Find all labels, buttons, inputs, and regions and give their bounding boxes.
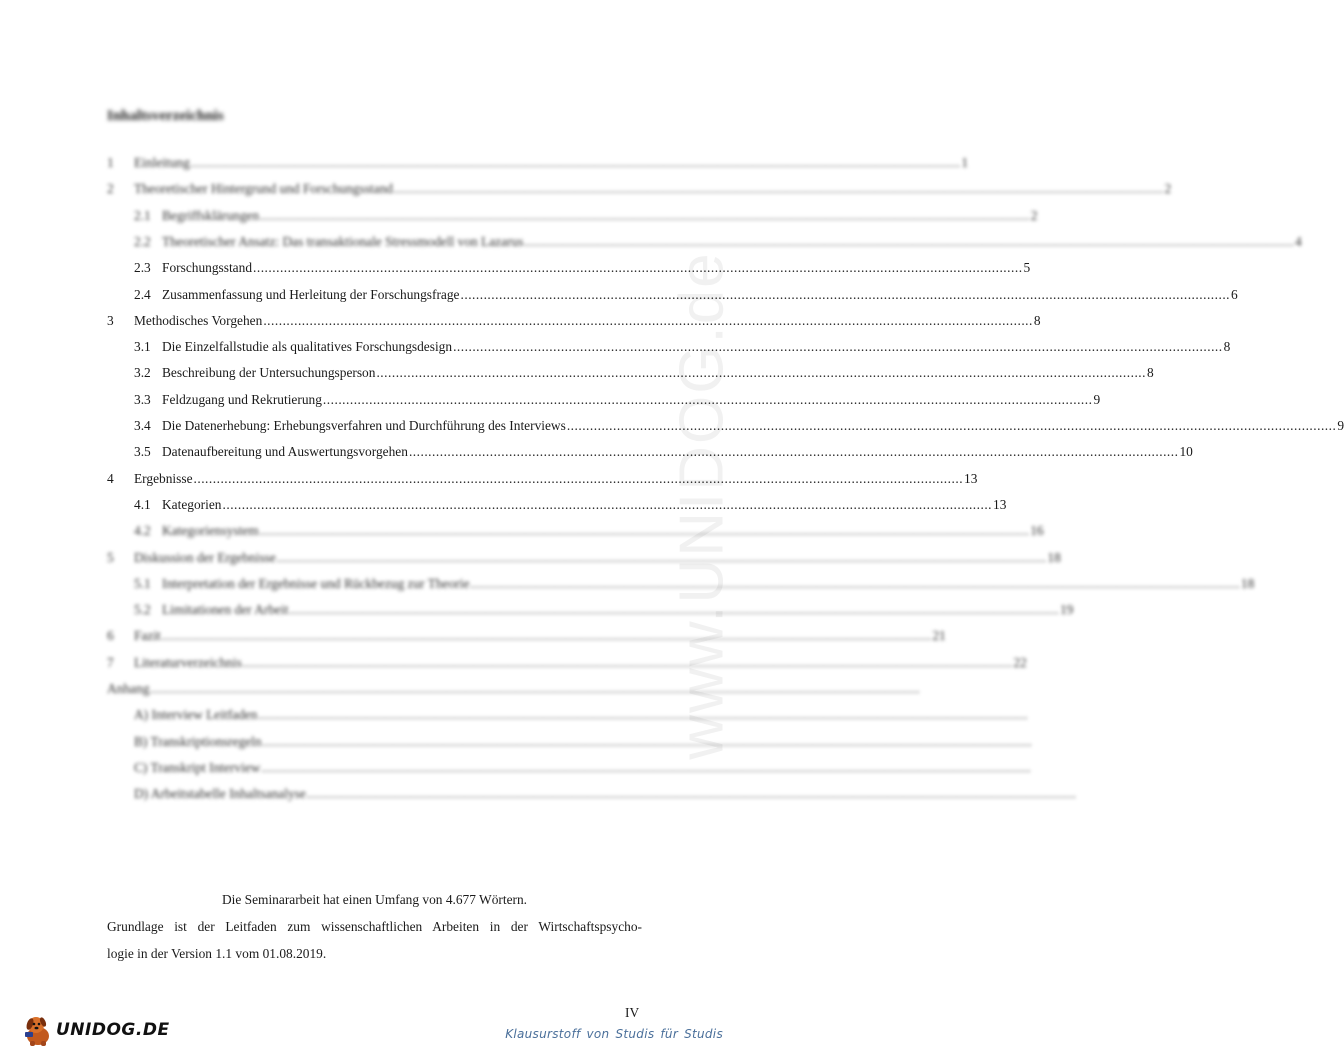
toc-leader-dots: ........................................................................................................................................................................................................: [376, 365, 1146, 381]
toc-leader-dots: ........................................................................................................................................................................................................: [262, 733, 1033, 749]
toc-entry[interactable]: [107, 257, 1031, 279]
toc-entry-label: A) Interview Leitfaden: [134, 707, 258, 723]
toc-entry-label: Interpretation der Ergebnisse und Rückbezug zur Theorie: [162, 575, 470, 591]
toc-leader-dots: ........................................................................................................................................................................................................: [524, 233, 1294, 249]
toc-entry-label: Die Einzelfallstudie als qualitatives Forschungsdesign: [162, 339, 453, 355]
toc-leader-dots: ........................................................................................................................................................................................................: [150, 681, 920, 696]
toc-entry-label: Diskussion der Ergebnisse: [134, 549, 276, 565]
toc-entry-page: 13: [964, 470, 978, 486]
toc-entry-label: Einleitung: [134, 155, 190, 170]
guideline-line-1: Grundlage ist der Leitfaden zum wissenschaftlichen Arbeiten in der Wirtschaftspsycho-: [107, 919, 642, 934]
toc-entry-page: 22: [1013, 654, 1027, 670]
toc-entry[interactable]: [107, 599, 1074, 621]
toc-entry-number: 3.3: [134, 391, 151, 407]
toc-entry-label: Anhang: [107, 681, 150, 696]
toc-entry-label: Literaturverzeichnis: [134, 654, 242, 670]
guideline-line-2: logie in der Version 1.1 vom 01.08.2019.: [107, 946, 327, 961]
toc-entry[interactable]: [107, 547, 1061, 569]
toc-leader-dots: ........................................................................................................................................................................................................: [322, 391, 1093, 407]
toc-entry-number: 3.4: [134, 418, 151, 433]
toc-entry-number: 2.4: [134, 286, 151, 302]
toc-entry-number: 4: [107, 470, 114, 486]
toc-entry-label: Datenaufbereitung und Auswertungsvorgehen: [162, 444, 408, 460]
tagline-word: Klausurstoff: [505, 1027, 581, 1041]
toc-entry[interactable]: [107, 757, 1031, 779]
toc-leader-dots: ........................................................................................................................................................................................................: [566, 418, 1337, 433]
toc-leader-dots: ........................................................................................................................................................................................................: [193, 470, 964, 486]
toc-entry[interactable]: [107, 704, 1028, 726]
toc-entry-number: 3: [107, 312, 114, 328]
toc-entry-page: 2: [1164, 181, 1172, 197]
tagline-word: Studis: [615, 1027, 655, 1041]
toc-entry-page: 9: [1337, 418, 1344, 433]
logo-text: UNIDOG.DE: [56, 1020, 170, 1040]
toc-leader-dots: ........................................................................................................................................................................................................: [289, 602, 1059, 618]
toc-entry-number: 4.1: [134, 496, 151, 512]
toc-entry-number: 7: [107, 654, 114, 670]
toc-entry-label: Limitationen der Arbeit: [162, 602, 289, 618]
toc-leader-dots: ........................................................................................................................................................................................................: [470, 575, 1240, 591]
toc-entry-number: 6: [107, 628, 114, 644]
toc-entry-number: 5: [107, 549, 114, 565]
toc-entry-label: D) Arbeitstabelle Inhaltsanalyse: [134, 786, 306, 802]
toc-entry[interactable]: [107, 731, 1033, 753]
toc-entry-label: Ergebnisse: [134, 470, 193, 486]
toc-entry-label: B) Transkriptionsregeln: [134, 733, 262, 749]
toc-entry[interactable]: [107, 284, 1238, 306]
toc-entry-page: 8: [1223, 339, 1231, 355]
toc-entry-page: 2: [1030, 207, 1038, 223]
toc-entry-label: Die Datenerhebung: Erhebungsverfahren und Durchführung des Interviews: [162, 418, 566, 433]
toc-entry-page: 16: [1030, 523, 1044, 539]
toc-leader-dots: ........................................................................................................................................................................................................: [460, 286, 1231, 302]
toc-leader-dots: ........................................................................................................................................................................................................: [190, 155, 961, 170]
toc-entry[interactable]: [107, 389, 1101, 411]
footer-tagline: [502, 1027, 726, 1041]
unidog-logo[interactable]: [22, 1012, 170, 1048]
toc-entry-page: 21: [932, 628, 946, 644]
tagline-word: von: [586, 1027, 610, 1041]
toc-leader-dots: ........................................................................................................................................................................................................: [242, 654, 1013, 670]
toc-entry-number: 3.2: [134, 365, 151, 381]
toc-entry[interactable]: [107, 494, 1007, 516]
toc-entry[interactable]: [107, 415, 1344, 437]
toc-entry-number: 2.1: [134, 207, 151, 223]
toc-entry[interactable]: [107, 152, 969, 174]
toc-entry[interactable]: [107, 625, 946, 647]
toc-entry[interactable]: [107, 652, 1027, 674]
toc-entry-label: Kategoriensystem: [162, 523, 259, 539]
toc-entry-page: 19: [1059, 602, 1074, 618]
toc-leader-dots: ........................................................................................................................................................................................................: [259, 523, 1030, 539]
tagline-word: Studis: [684, 1027, 723, 1041]
toc-entry-number: 2.2: [134, 233, 151, 249]
toc-entry-label: Kategorien: [162, 496, 222, 512]
toc-entry[interactable]: [107, 573, 1255, 595]
toc-leader-dots: ........................................................................................................................................................................................................: [263, 312, 1033, 328]
toc-entry-label: Theoretischer Hintergrund und Forschungsstand: [134, 181, 393, 197]
toc-entry-label: Methodisches Vorgehen: [134, 312, 263, 328]
toc-entry-page: 6: [1231, 286, 1238, 302]
toc-entry-number: 4.2: [134, 523, 151, 539]
toc-entry-page: 8: [1146, 365, 1154, 381]
toc-entry[interactable]: [107, 520, 1044, 542]
toc-entry-page: 8: [1033, 312, 1041, 328]
toc-entry[interactable]: [107, 362, 1154, 384]
toc-entry[interactable]: [107, 441, 1193, 463]
toc-leader-dots: ........................................................................................................................................................................................................: [258, 707, 1028, 723]
toc-entry-page: 13: [993, 496, 1007, 512]
toc-leader-dots: ........................................................................................................................................................................................................: [276, 549, 1047, 565]
toc-entry-label: Feldzugang und Rekrutierung: [162, 391, 322, 407]
toc-entry-page: 5: [1023, 260, 1031, 276]
toc-leader-dots: ........................................................................................................................................................................................................: [222, 496, 993, 512]
toc-entry[interactable]: [107, 205, 1038, 227]
toc-entry-page: 18: [1240, 575, 1255, 591]
toc-entry-page: 1: [961, 155, 969, 170]
toc-leader-dots: ........................................................................................................................................................................................................: [161, 628, 932, 644]
watermark-text: www.UNIDOG.de: [667, 250, 737, 760]
toc-entry-number: 1: [107, 155, 114, 170]
toc-entry-label: Beschreibung der Untersuchungsperson: [162, 365, 376, 381]
summary-block: [107, 886, 642, 967]
toc-leader-dots: ........................................................................................................................................................................................................: [253, 260, 1023, 276]
toc-leader-dots: ........................................................................................................................................................................................................: [408, 444, 1179, 460]
toc-leader-dots: ........................................................................................................................................................................................................: [260, 207, 1030, 223]
toc-entry-number: 2: [107, 181, 114, 197]
toc-leader-dots: ........................................................................................................................................................................................................: [261, 759, 1031, 775]
dog-mascot-icon: [22, 1012, 56, 1048]
word-count-line: Die Seminararbeit hat einen Umfang von 4.677 Wörtern.: [221, 892, 528, 907]
toc-leader-dots: ........................................................................................................................................................................................................: [393, 181, 1164, 197]
toc-entry-number: 5.1: [134, 575, 151, 591]
toc-entry-page: 18: [1047, 549, 1061, 565]
tagline-word: für: [660, 1027, 679, 1041]
toc-entry-number: 2.3: [134, 260, 151, 276]
toc-entry-number: 3.1: [134, 339, 151, 355]
toc-entry[interactable]: [107, 178, 1172, 200]
toc-entry[interactable]: [107, 468, 978, 490]
toc-entry[interactable]: [107, 310, 1041, 332]
toc-entry-label: Fazit: [134, 628, 161, 644]
toc-entry[interactable]: [107, 678, 920, 700]
toc-entry-page: 4: [1294, 233, 1302, 249]
toc-entry[interactable]: [107, 231, 1302, 253]
toc-entry-label: Zusammenfassung und Herleitung der Forschungsfrage: [162, 286, 460, 302]
toc-entry-label: Begriffsklärungen: [162, 207, 260, 223]
toc-entry-page: 9: [1093, 391, 1101, 407]
page-number: IV: [625, 1005, 640, 1020]
toc-entry-label: Theoretischer Ansatz: Das transaktionale Stressmodell von Lazarus: [162, 233, 524, 249]
toc-leader-dots: ........................................................................................................................................................................................................: [453, 339, 1223, 355]
toc-leader-dots: ........................................................................................................................................................................................................: [306, 786, 1077, 802]
toc-entry-page: 10: [1179, 444, 1193, 460]
toc-entry[interactable]: [107, 783, 1077, 805]
toc-entry-label: C) Transkript Interview: [134, 759, 261, 775]
toc-entry-number: 3.5: [134, 444, 151, 460]
toc-entry[interactable]: [107, 336, 1231, 358]
toc-title: Inhaltsverzeichnis: [107, 108, 224, 124]
toc-entry-label: Forschungsstand: [162, 260, 253, 276]
toc-entry-number: 5.2: [134, 602, 151, 618]
